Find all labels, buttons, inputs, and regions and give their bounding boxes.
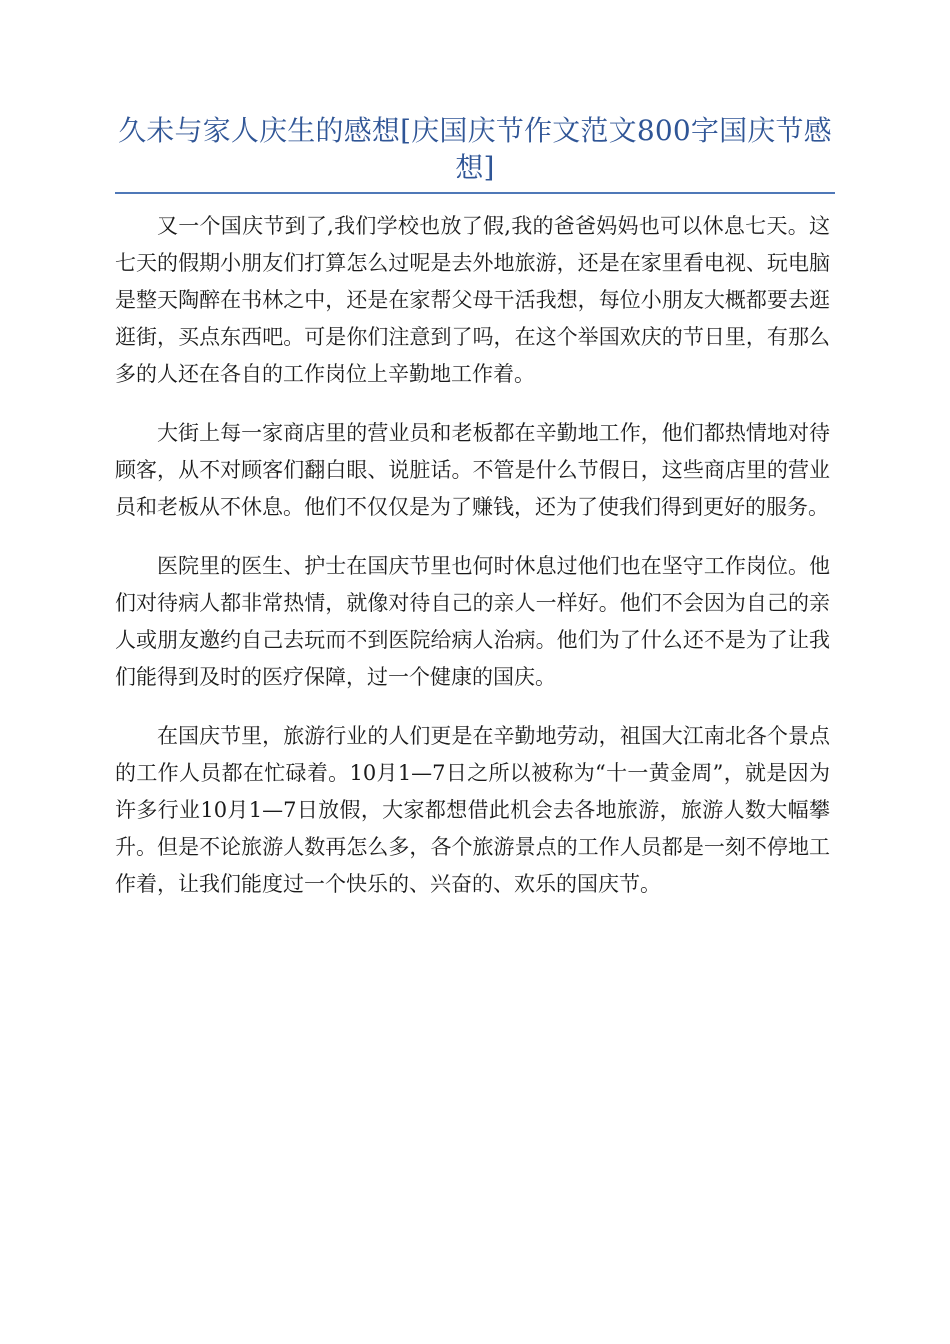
document-body	[115, 208, 830, 925]
paragraph: 大街上每一家商店里的营业员和老板都在辛勤地工作，他们都热情地对待顾客，从不对顾客们翻白眼、说脏话。不管是什么节假日，这些商店里的营业员和老板从不休息。他们不仅仅是为了赚钱，还为了使我们得到更好的服务。	[115, 421, 830, 519]
paragraph: 在国庆节里，旅游行业的人们更是在辛勤地劳动，祖国大江南北各个景点的工作人员都在忙碌着。10月1—7日之所以被称为“十一黄金周”，就是因为许多行业10月1—7日放假，大家都想借此机会去各地旅游，旅游人数大幅攀升。但是不论旅游人数再怎么多，各个旅游景点的工作人员都是一刻不停地工作着，让我们能度过一个快乐的、兴奋的、欢乐的国庆节。	[115, 724, 830, 896]
title-block	[115, 112, 835, 194]
document-title: 久未与家人庆生的感想[庆国庆节作文范文800字国庆节感想]	[118, 114, 832, 184]
title-divider	[115, 192, 835, 194]
paragraph: 又一个国庆节到了,我们学校也放了假,我的爸爸妈妈也可以休息七天。这七天的假期小朋友们打算怎么过呢是去外地旅游，还是在家里看电视、玩电脑是整天陶醉在书林之中，还是在家帮父母干活我想，每位小朋友大概都要去逛逛街，买点东西吧。可是你们注意到了吗，在这个举国欢庆的节日里，有那么多的人还在各自的工作岗位上辛勤地工作着。	[115, 214, 830, 386]
paragraph: 医院里的医生、护士在国庆节里也何时休息过他们也在坚守工作岗位。他们对待病人都非常热情，就像对待自己的亲人一样好。他们不会因为自己的亲人或朋友邀约自己去玩而不到医院给病人治病。他们为了什么还不是为了让我们能得到及时的医疗保障，过一个健康的国庆。	[115, 554, 830, 689]
